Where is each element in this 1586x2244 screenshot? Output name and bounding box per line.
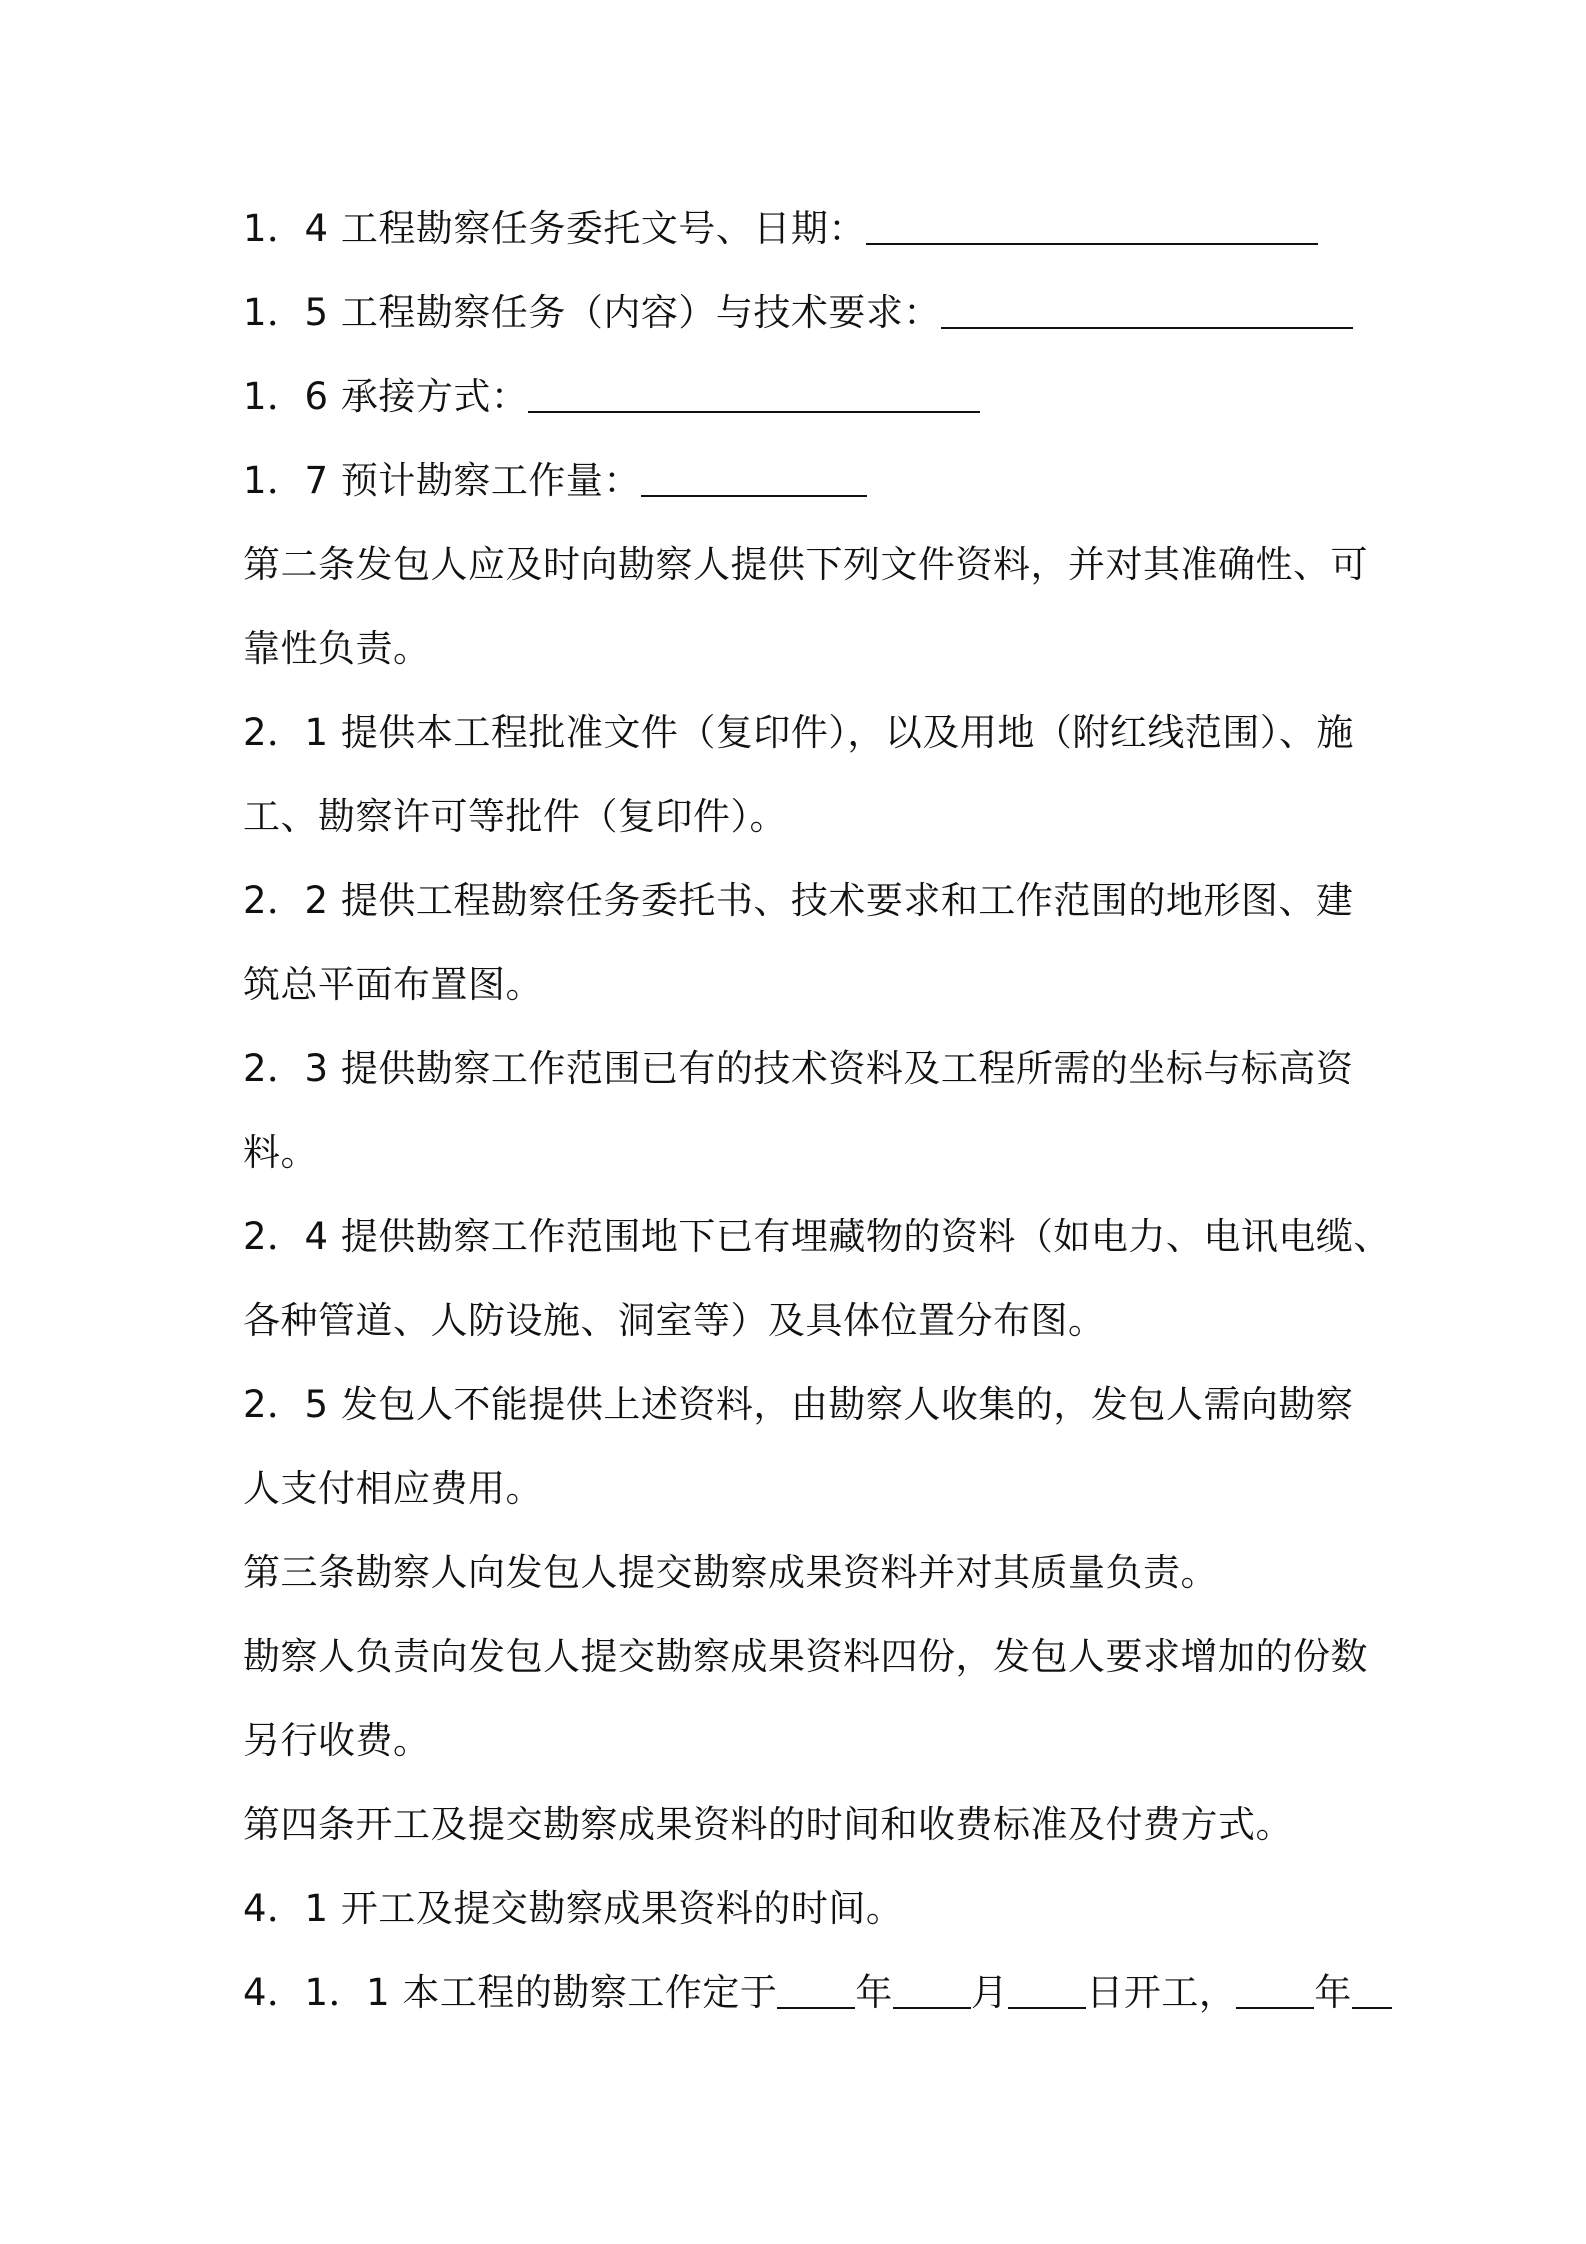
clause-1-5-blank[interactable] bbox=[941, 293, 1353, 329]
clause-2-3-line-2: 料。 bbox=[243, 1131, 318, 1174]
article-2-line-2: 靠性负责。 bbox=[243, 627, 431, 670]
clause-1-7-text: 1．7 预计勘察工作量： bbox=[243, 459, 641, 502]
clause-2-5-line-2: 人支付相应费用。 bbox=[243, 1467, 543, 1510]
article-2-line-1: 第二条发包人应及时向勘察人提供下列文件资料，并对其准确性、可 bbox=[243, 543, 1368, 586]
article-3-line-1: 勘察人负责向发包人提交勘察成果资料四份，发包人要求增加的份数 bbox=[243, 1635, 1368, 1678]
clause-2-4-line-1: 2．4 提供勘察工作范围地下已有埋藏物的资料（如电力、电讯电缆、 bbox=[243, 1215, 1391, 1258]
clause-1-7 bbox=[243, 456, 867, 506]
clause-2-2-line-2: 筑总平面布置图。 bbox=[243, 963, 543, 1006]
day-start-label: 日开工， bbox=[1086, 1971, 1237, 2014]
clause-2-5-line-1: 2．5 发包人不能提供上述资料，由勘察人收集的，发包人需向勘察 bbox=[243, 1383, 1354, 1426]
clause-1-7-blank[interactable] bbox=[641, 461, 867, 497]
clause-1-4-text: 1．4 工程勘察任务委托文号、日期： bbox=[243, 207, 866, 250]
year-label: 年 bbox=[855, 1971, 893, 2014]
month-label: 月 bbox=[970, 1971, 1009, 2014]
clause-2-2-line-1: 2．2 提供工程勘察任务委托书、技术要求和工作范围的地形图、建 bbox=[243, 879, 1354, 922]
clause-1-6-blank[interactable] bbox=[528, 377, 980, 413]
clause-4-1: 4．1 开工及提交勘察成果资料的时间。 bbox=[243, 1887, 904, 1930]
clause-1-5-text: 1．5 工程勘察任务（内容）与技术要求： bbox=[243, 291, 941, 334]
clause-4-1-1-prefix: 4．1．1 本工程的勘察工作定于 bbox=[243, 1971, 778, 2014]
end-year-blank[interactable] bbox=[1236, 1973, 1314, 2009]
end-month-blank[interactable] bbox=[1352, 1973, 1392, 2009]
year2-label: 年 bbox=[1314, 1971, 1352, 2014]
start-year-blank[interactable] bbox=[777, 1973, 855, 2009]
clause-1-4 bbox=[243, 204, 1318, 254]
start-month-blank[interactable] bbox=[893, 1973, 971, 2009]
clause-1-5 bbox=[243, 288, 1353, 338]
start-day-blank[interactable] bbox=[1008, 1973, 1086, 2009]
clause-2-1-line-1: 2．1 提供本工程批准文件（复印件），以及用地（附红线范围）、施 bbox=[243, 711, 1354, 754]
clause-2-4-line-2: 各种管道、人防设施、洞室等）及具体位置分布图。 bbox=[243, 1299, 1106, 1342]
clause-2-1-line-2: 工、勘察许可等批件（复印件）。 bbox=[243, 795, 787, 838]
article-4-heading: 第四条开工及提交勘察成果资料的时间和收费标准及付费方式。 bbox=[243, 1803, 1293, 1846]
clause-4-1-1 bbox=[243, 1968, 1392, 2018]
clause-1-6-text: 1．6 承接方式： bbox=[243, 375, 529, 418]
clause-2-3-line-1: 2．3 提供勘察工作范围已有的技术资料及工程所需的坐标与标高资 bbox=[243, 1047, 1354, 1090]
clause-1-4-blank[interactable] bbox=[866, 209, 1318, 245]
article-3-line-2: 另行收费。 bbox=[243, 1719, 431, 1762]
article-3-heading: 第三条勘察人向发包人提交勘察成果资料并对其质量负责。 bbox=[243, 1551, 1218, 1594]
clause-1-6 bbox=[243, 372, 980, 422]
